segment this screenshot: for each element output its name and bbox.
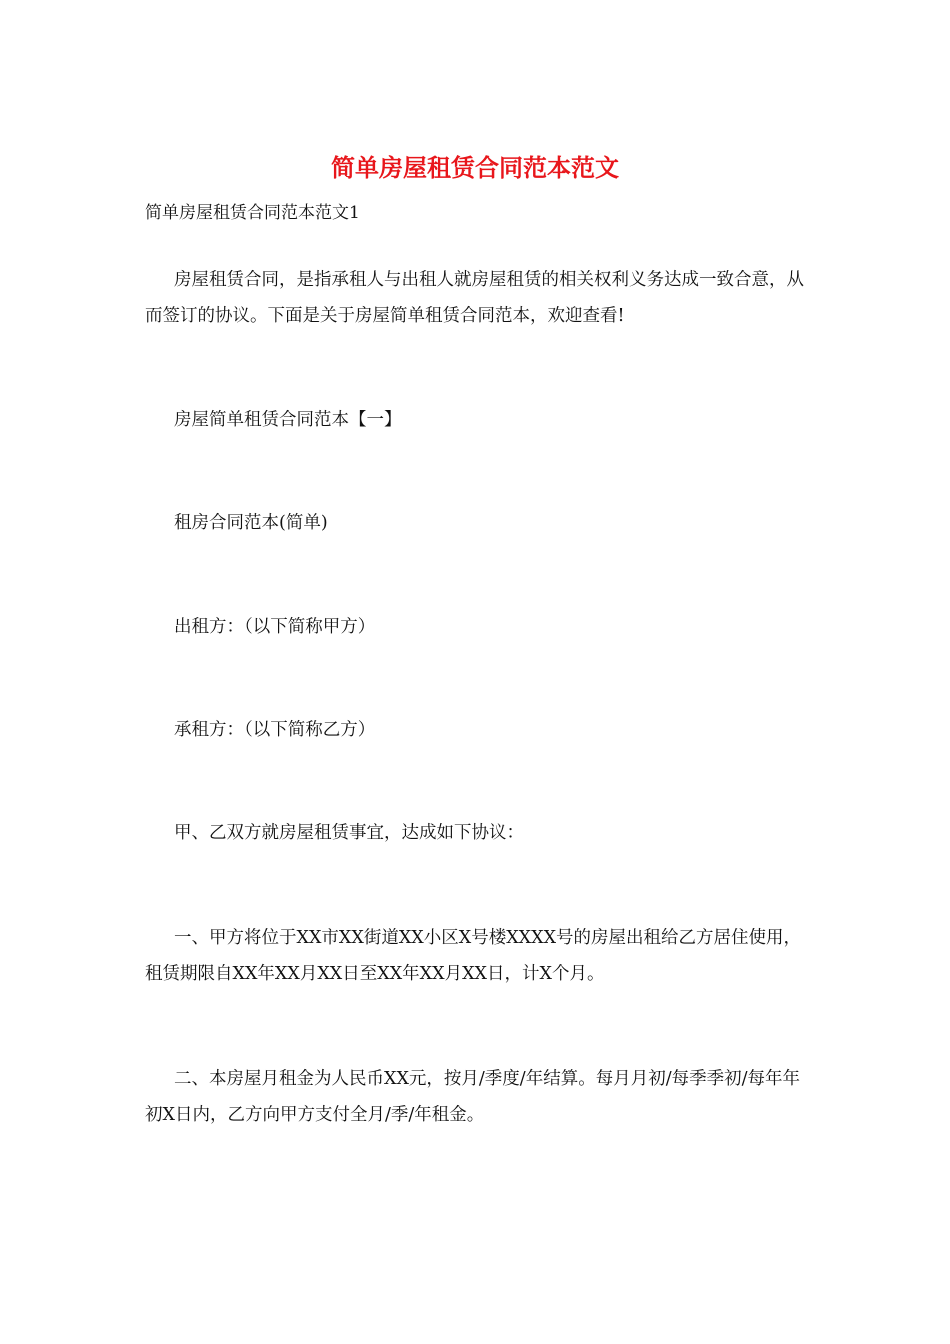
clause-2: 二、本房屋月租金为人民币XX元，按月/季度/年结算。每月月初/每季季初/每年年初X日内，乙方向甲方支付全月/季/年租金。: [145, 1069, 800, 1125]
contract-title: 租房合同范本(简单): [174, 513, 328, 533]
section-heading: 房屋简单租赁合同范本【一】: [174, 410, 402, 430]
document-subtitle: 简单房屋租赁合同范本范文1: [145, 203, 360, 223]
agreement-intro: 甲、乙双方就房屋租赁事宜，达成如下协议：: [174, 823, 524, 843]
lessee-line: 承租方：（以下简称乙方）: [174, 720, 376, 740]
document-title: 简单房屋租赁合同范本范文: [331, 153, 619, 182]
intro-paragraph: 房屋租赁合同，是指承租人与出租人就房屋租赁的相关权利义务达成一致合意，从而签订的协议。下面是关于房屋简单租赁合同范本，欢迎查看!: [145, 270, 804, 326]
clause-1: 一、甲方将位于XX市XX街道XX小区X号楼XXXX号的房屋出租给乙方居住使用，租赁期限自XX年XX月XX日至XX年XX月XX日，计X个月。: [145, 928, 802, 984]
lessor-line: 出租方：（以下简称甲方）: [174, 617, 376, 637]
